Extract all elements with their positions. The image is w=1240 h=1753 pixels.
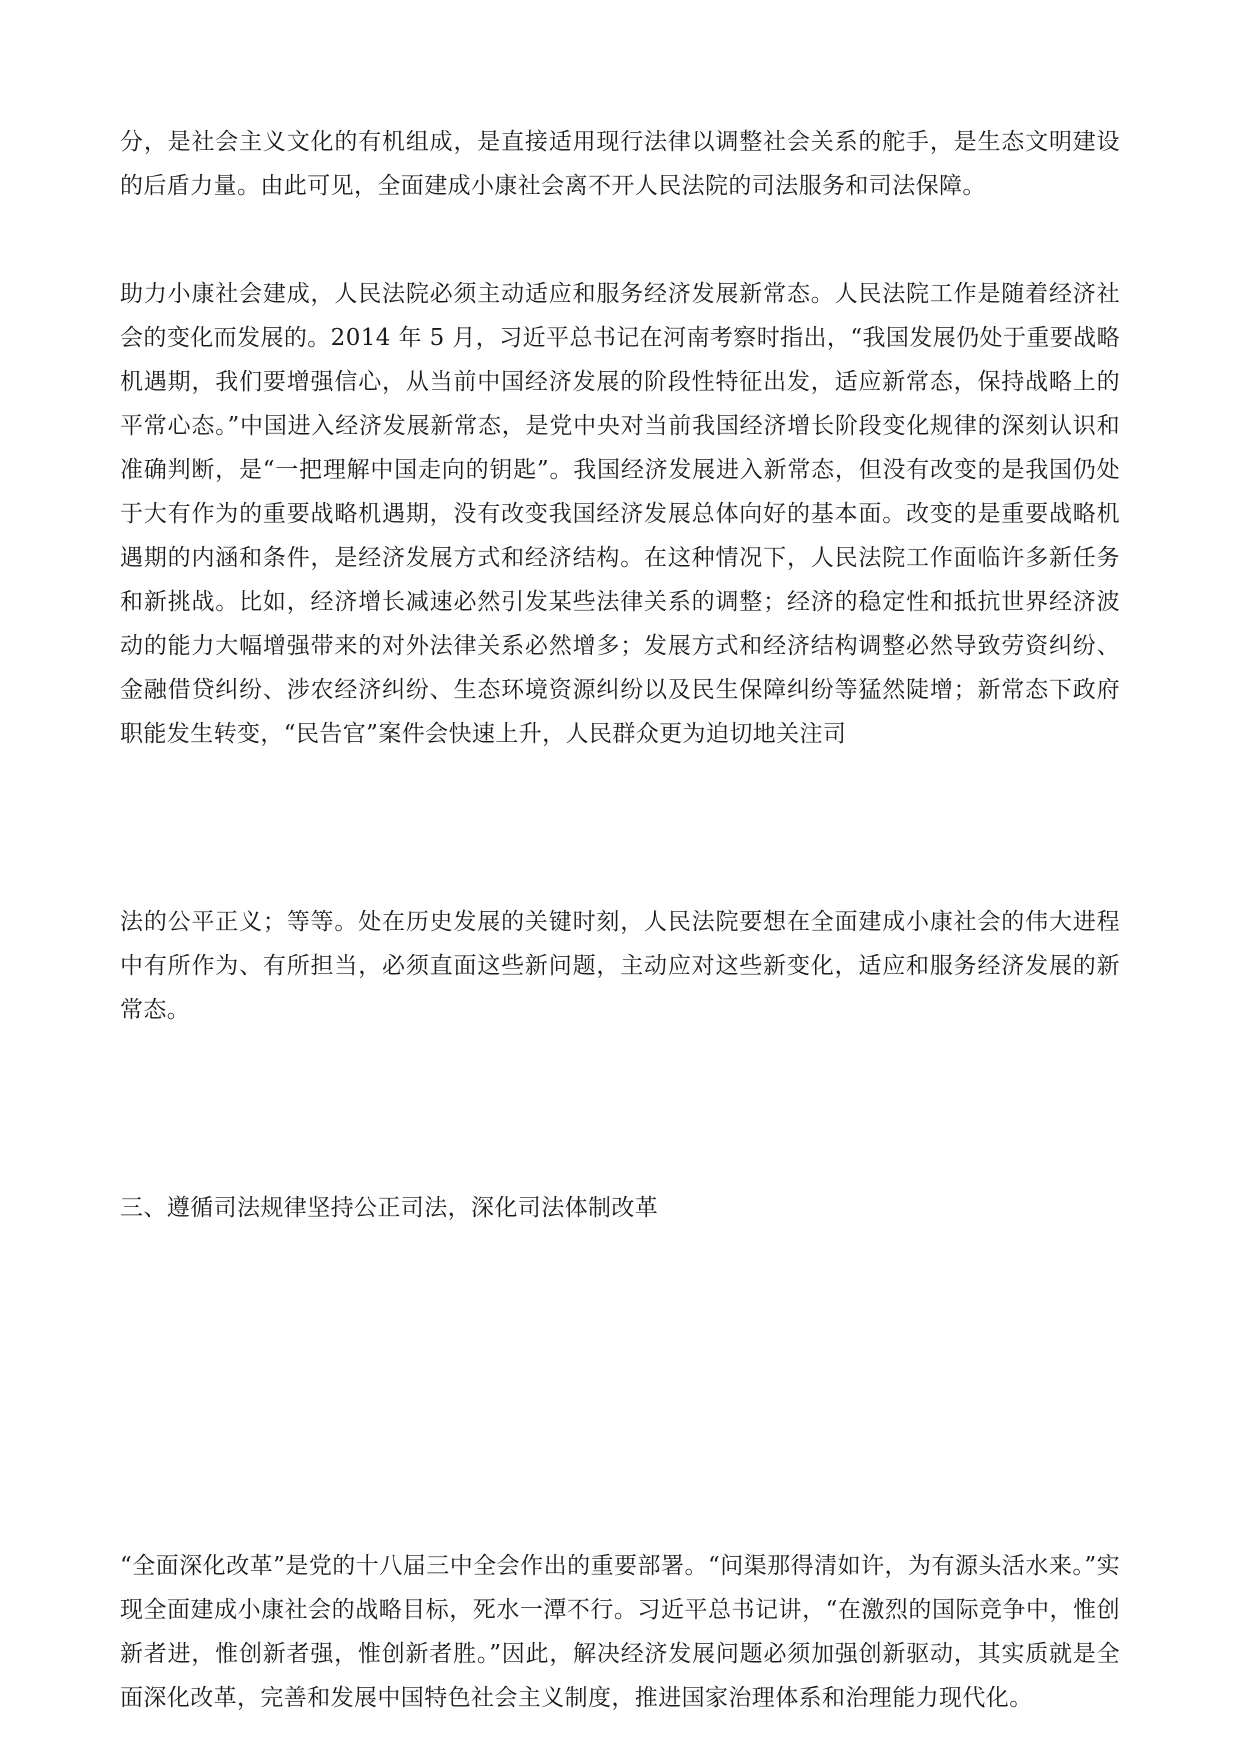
body-paragraph: 法的公平正义；等等。处在历史发展的关键时刻，人民法院要想在全面建成小康社会的伟大进程中有所作为、有所担当，必须直面这些新问题，主动应对这些新变化，适应和服务经济发展的新常态。 (120, 909, 1120, 1023)
body-paragraph: 助力小康社会建成，人民法院必须主动适应和服务经济发展新常态。人民法院工作是随着经济社会的变化而发展的。2014 年 5 月，习近平总书记在河南考察时指出，“我国发展仍处于重要战略机遇期，我们要增强信心，从当前中国经济发展的阶段性特征出发，适应新常态，保持战略上的平常心态。”中国进入经济发展新常态，是党中央对当前我国经济增长阶段变化规律的深刻认识和准确判断，是“一把理解中国走向的钥匙”。我国经济发展进入新常态，但没有改变的是我国仍处于大有作为的重要战略机遇期，没有改变我国经济发展总体向好的基本面。改变的是重要战略机遇期的内涵和条件，是经济发展方式和经济结构。在这种情况下，人民法院工作面临许多新任务和新挑战。比如，经济增长减速必然引发某些法律关系的调整；经济的稳定性和抵抗世界经济波动的能力大幅增强带来的对外法律关系必然增多；发展方式和经济结构调整必然导致劳资纠纷、金融借贷纠纷、涉农经济纠纷、生态环境资源纠纷以及民生保障纠纷等猛然陡增；新常态下政府职能发生转变，“民告官”案件会快速上升，人民群众更为迫切地关注司 (120, 281, 1120, 747)
body-paragraph: “全面深化改革”是党的十八届三中全会作出的重要部署。“问渠那得清如许，为有源头活水来。”实现全面建成小康社会的战略目标，死水一潭不行。习近平总书记讲，“在激烈的国际竞争中，惟创新者进，惟创新者强，惟创新者胜。”因此，解决经济发展问题必须加强创新驱动，其实质就是全面深化改革，完善和发展中国特色社会主义制度，推进国家治理体系和治理能力现代化。 (120, 1553, 1120, 1711)
section-heading: 三、遵循司法规律坚持公正司法，深化司法体制改革 (120, 1195, 659, 1221)
body-paragraph: 分，是社会主义文化的有机组成，是直接适用现行法律以调整社会关系的舵手，是生态文明建设的后盾力量。由此可见，全面建成小康社会离不开人民法院的司法服务和司法保障。 (120, 129, 1120, 199)
